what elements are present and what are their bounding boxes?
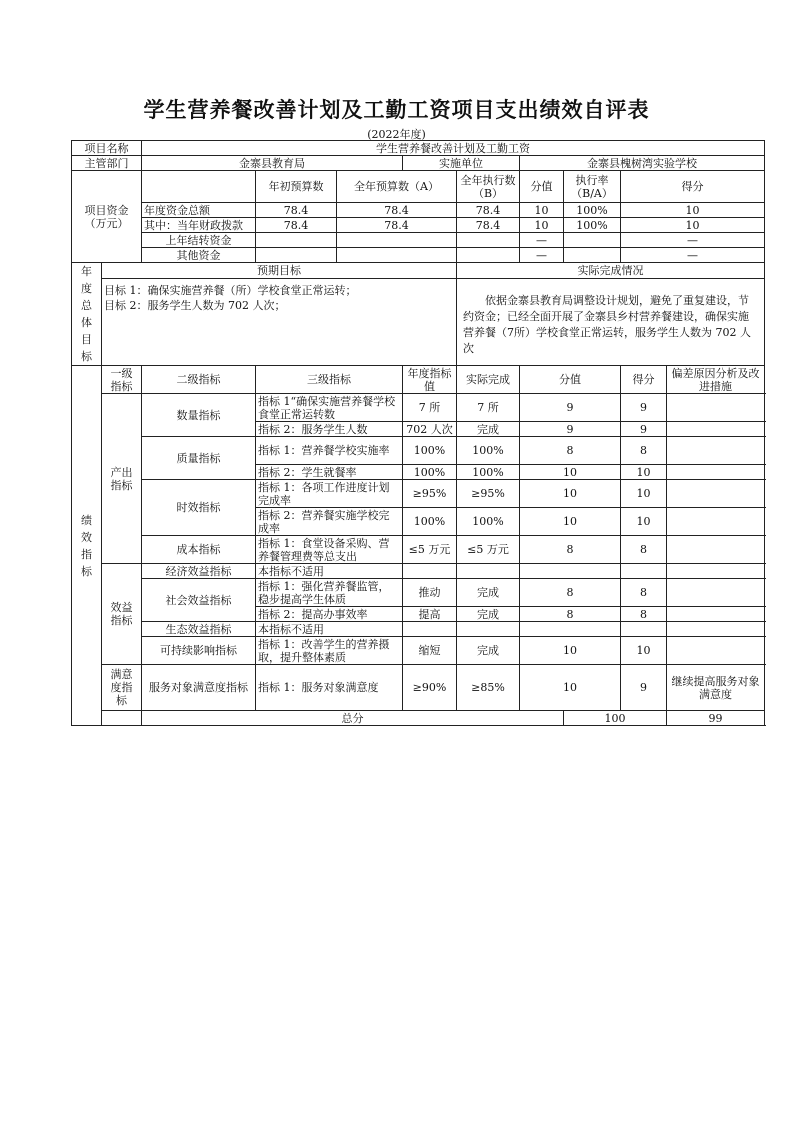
document-year: (2022年度) bbox=[367, 128, 426, 141]
funds-cell: 10 bbox=[621, 218, 765, 233]
goals-actual-text: 依据金寨县教育局调整设计规划，避免了重复建设，节约资金；已经全面开展了金寨县乡村营养餐建设，确保实施营养餐（7所）学校食堂正常运转，服务学生人数为 702 人次 bbox=[457, 279, 765, 366]
indicator-actual: 完成 bbox=[457, 579, 520, 607]
indicator-analysis bbox=[667, 622, 765, 637]
indicator-level3: 指标 1：服务对象满意度 bbox=[256, 665, 403, 711]
indicator-analysis bbox=[667, 480, 765, 508]
funds-header: 全年预算数（A） bbox=[337, 171, 457, 203]
total-score: 99 bbox=[667, 711, 765, 726]
indicator-level3: 指标 1：强化营养餐监管，稳步提高学生体质 bbox=[256, 579, 403, 607]
indicator-level3: 指标 2：营养餐实施学校完成率 bbox=[256, 508, 403, 536]
funds-cell: 10 bbox=[520, 218, 564, 233]
goals-label: 年 度 总 体 目 标 bbox=[72, 263, 102, 366]
unit-value: 金寨县槐树湾实验学校 bbox=[520, 156, 765, 171]
funds-cell bbox=[337, 248, 457, 263]
funds-cell: 100% bbox=[564, 218, 621, 233]
indicator-score bbox=[621, 622, 667, 637]
indicator-actual: 100% bbox=[457, 508, 520, 536]
indicator-score-value: 8 bbox=[520, 536, 621, 564]
funds-cell: 78.4 bbox=[337, 203, 457, 218]
performance-table bbox=[71, 140, 765, 726]
indicator-analysis bbox=[667, 394, 765, 422]
quantity-indicator-label: 数量指标 bbox=[142, 394, 256, 437]
indicator-score-value: 10 bbox=[520, 665, 621, 711]
funds-header: 执行率（B/A） bbox=[564, 171, 621, 203]
indicator-actual: ≥85% bbox=[457, 665, 520, 711]
indicator-analysis bbox=[667, 564, 765, 579]
funds-cell bbox=[256, 233, 337, 248]
funds-header: 全年执行数（B） bbox=[457, 171, 520, 203]
funds-cell: 78.4 bbox=[457, 218, 520, 233]
indicator-level3: 本指标不适用 bbox=[256, 564, 403, 579]
indicator-score: 8 bbox=[621, 437, 667, 465]
goals-actual-header: 实际完成情况 bbox=[457, 263, 765, 279]
funds-cell: — bbox=[520, 233, 564, 248]
indicator-target: ≥90% bbox=[403, 665, 457, 711]
quality-indicator-label: 质量指标 bbox=[142, 437, 256, 480]
indicators-header-score: 得分 bbox=[621, 366, 667, 394]
funds-cell bbox=[564, 248, 621, 263]
indicator-actual: ≥95% bbox=[457, 480, 520, 508]
indicators-header-target: 年度指标值 bbox=[403, 366, 457, 394]
funds-header-blank bbox=[142, 171, 256, 203]
indicator-score: 8 bbox=[621, 607, 667, 622]
indicator-actual: ≤5 万元 bbox=[457, 536, 520, 564]
funds-cell: 78.4 bbox=[256, 218, 337, 233]
benefit-indicators-label: 效益 指标 bbox=[102, 564, 142, 665]
project-name-label: 项目名称 bbox=[72, 141, 142, 156]
satisfaction-indicators-label: 满意 度指 标 bbox=[102, 665, 142, 711]
indicator-score: 9 bbox=[621, 394, 667, 422]
indicator-actual: 完成 bbox=[457, 422, 520, 437]
indicator-level3: 指标 2：学生就餐率 bbox=[256, 465, 403, 480]
funds-cell: 100% bbox=[564, 203, 621, 218]
indicators-header-analysis: 偏差原因分析及改进措施 bbox=[667, 366, 765, 394]
funds-row-label: 其他资金 bbox=[142, 248, 256, 263]
indicator-score-value: 10 bbox=[520, 508, 621, 536]
indicators-header-level2: 二级指标 bbox=[142, 366, 256, 394]
indicator-target: ≥95% bbox=[403, 480, 457, 508]
indicator-actual: 100% bbox=[457, 465, 520, 480]
funds-cell bbox=[256, 248, 337, 263]
indicator-target: 推动 bbox=[403, 579, 457, 607]
cost-indicator-label: 成本指标 bbox=[142, 536, 256, 564]
indicator-analysis bbox=[667, 508, 765, 536]
total-blank bbox=[102, 711, 142, 726]
indicator-target: 100% bbox=[403, 465, 457, 480]
indicator-score: 10 bbox=[621, 508, 667, 536]
indicator-target: 提高 bbox=[403, 607, 457, 622]
indicator-analysis bbox=[667, 579, 765, 607]
goals-expected-text: 目标 1：确保实施营养餐（所）学校食堂正常运转； 目标 2：服务学生人数为 702 人次； bbox=[102, 279, 457, 366]
indicator-score-value: 10 bbox=[520, 637, 621, 665]
funds-row-label: 年度资金总额 bbox=[142, 203, 256, 218]
dept-value: 金寨县教育局 bbox=[142, 156, 403, 171]
indicator-score: 9 bbox=[621, 422, 667, 437]
funds-cell: — bbox=[621, 248, 765, 263]
funds-cell: 78.4 bbox=[256, 203, 337, 218]
indicator-analysis bbox=[667, 465, 765, 480]
indicator-score-value bbox=[520, 564, 621, 579]
indicator-actual: 7 所 bbox=[457, 394, 520, 422]
funds-cell: — bbox=[621, 233, 765, 248]
indicator-score-value: 8 bbox=[520, 437, 621, 465]
indicators-header-actual: 实际完成 bbox=[457, 366, 520, 394]
total-score-value: 100 bbox=[564, 711, 667, 726]
indicator-level3: 指标 1：改善学生的营养摄取，提升整体素质 bbox=[256, 637, 403, 665]
indicator-target: 缩短 bbox=[403, 637, 457, 665]
goals-expected-header: 预期目标 bbox=[102, 263, 457, 279]
indicators-header-score-value: 分值 bbox=[520, 366, 621, 394]
dept-label: 主管部门 bbox=[72, 156, 142, 171]
indicator-actual bbox=[457, 622, 520, 637]
indicators-header-level3: 三级指标 bbox=[256, 366, 403, 394]
indicator-score: 9 bbox=[621, 665, 667, 711]
timeliness-indicator-label: 时效指标 bbox=[142, 480, 256, 536]
indicator-target: 702 人次 bbox=[403, 422, 457, 437]
funds-label: 项目资金 （万元） bbox=[72, 171, 142, 263]
ecological-indicator-label: 生态效益指标 bbox=[142, 622, 256, 637]
document-title: 学生营养餐改善计划及工勤工资项目支出绩效自评表 bbox=[143, 98, 650, 122]
indicator-target bbox=[403, 564, 457, 579]
indicator-actual: 完成 bbox=[457, 607, 520, 622]
indicator-score bbox=[621, 564, 667, 579]
indicator-target: 100% bbox=[403, 508, 457, 536]
indicators-label: 绩 效 指 标 bbox=[72, 366, 102, 726]
funds-cell: — bbox=[520, 248, 564, 263]
indicator-analysis bbox=[667, 536, 765, 564]
unit-label: 实施单位 bbox=[403, 156, 520, 171]
indicator-actual bbox=[457, 564, 520, 579]
funds-cell: 10 bbox=[520, 203, 564, 218]
output-indicators-label: 产出 指标 bbox=[102, 394, 142, 564]
total-label: 总分 bbox=[142, 711, 564, 726]
indicator-level3: 指标 2：服务学生人数 bbox=[256, 422, 403, 437]
indicator-score: 8 bbox=[621, 536, 667, 564]
funds-cell bbox=[457, 233, 520, 248]
indicator-score-value: 9 bbox=[520, 394, 621, 422]
project-name-value: 学生营养餐改善计划及工勤工资 bbox=[142, 141, 765, 156]
funds-row-label: 其中：当年财政拨款 bbox=[142, 218, 256, 233]
indicator-score-value: 8 bbox=[520, 607, 621, 622]
indicator-score: 10 bbox=[621, 480, 667, 508]
indicators-header-level1: 一级 指标 bbox=[102, 366, 142, 394]
indicator-target: 7 所 bbox=[403, 394, 457, 422]
indicator-score-value: 10 bbox=[520, 465, 621, 480]
funds-cell: 78.4 bbox=[337, 218, 457, 233]
indicator-actual: 100% bbox=[457, 437, 520, 465]
indicator-score-value bbox=[520, 622, 621, 637]
sustainable-indicator-label: 可持续影响指标 bbox=[142, 637, 256, 665]
indicator-actual: 完成 bbox=[457, 637, 520, 665]
indicator-score: 10 bbox=[621, 637, 667, 665]
funds-cell bbox=[337, 233, 457, 248]
indicator-level3: 本指标不适用 bbox=[256, 622, 403, 637]
funds-header: 分值 bbox=[520, 171, 564, 203]
indicator-score-value: 9 bbox=[520, 422, 621, 437]
indicator-analysis bbox=[667, 437, 765, 465]
indicator-level3: 指标 1：各项工作进度计划完成率 bbox=[256, 480, 403, 508]
indicator-level3: 指标 1：营养餐学校实施率 bbox=[256, 437, 403, 465]
funds-cell bbox=[457, 248, 520, 263]
indicator-analysis: 继续提高服务对象满意度 bbox=[667, 665, 765, 711]
indicator-score: 8 bbox=[621, 579, 667, 607]
social-indicator-label: 社会效益指标 bbox=[142, 579, 256, 622]
funds-header: 年初预算数 bbox=[256, 171, 337, 203]
indicator-score: 10 bbox=[621, 465, 667, 480]
indicator-level3: 指标 1“确保实施营养餐学校食堂正常运转数 bbox=[256, 394, 403, 422]
funds-row-label: 上年结转资金 bbox=[142, 233, 256, 248]
indicator-level3: 指标 1：食堂设备采购、营养餐管理费等总支出 bbox=[256, 536, 403, 564]
indicator-analysis bbox=[667, 637, 765, 665]
economic-indicator-label: 经济效益指标 bbox=[142, 564, 256, 579]
funds-cell: 78.4 bbox=[457, 203, 520, 218]
indicator-target: ≤5 万元 bbox=[403, 536, 457, 564]
indicator-analysis bbox=[667, 422, 765, 437]
indicator-target bbox=[403, 622, 457, 637]
indicator-score-value: 8 bbox=[520, 579, 621, 607]
indicator-target: 100% bbox=[403, 437, 457, 465]
service-satisfaction-label: 服务对象满意度指标 bbox=[142, 665, 256, 711]
funds-header: 得分 bbox=[621, 171, 765, 203]
indicator-score-value: 10 bbox=[520, 480, 621, 508]
funds-cell: 10 bbox=[621, 203, 765, 218]
funds-cell bbox=[564, 233, 621, 248]
indicator-analysis bbox=[667, 607, 765, 622]
indicator-level3: 指标 2：提高办事效率 bbox=[256, 607, 403, 622]
